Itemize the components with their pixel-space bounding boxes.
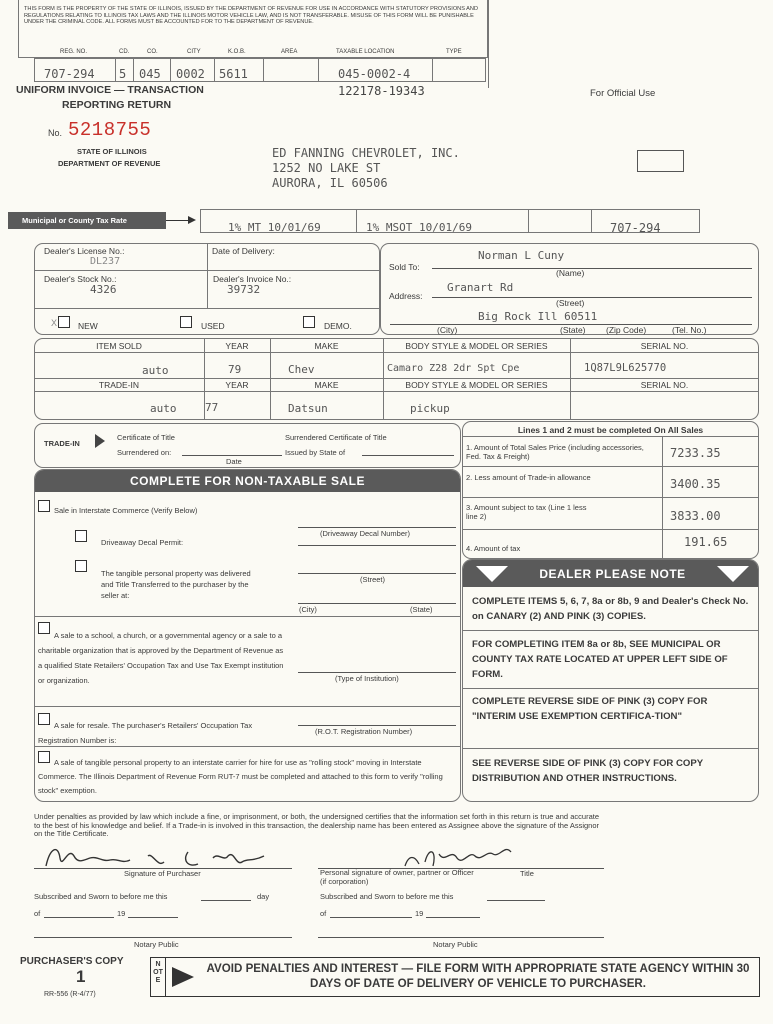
buyer-name: Norman L Cuny [478, 249, 565, 262]
label-reg-no: REG. NO. [60, 49, 88, 55]
state-of-illinois: STATE OF ILLINOIS [77, 147, 147, 156]
divider [34, 378, 759, 379]
divider [298, 603, 456, 604]
new-checkbox-mark: X [51, 318, 58, 328]
header-year: YEAR [225, 341, 249, 351]
label-kob: K.O.B. [228, 49, 246, 55]
header-tradein: TRADE-IN [98, 380, 140, 390]
date-caption: Date [226, 457, 242, 466]
surrendered-cert-label: Surrendered Certificate of Title [285, 433, 387, 442]
divider [528, 209, 529, 233]
divider [432, 268, 752, 269]
form-number: 5218755 [68, 119, 152, 141]
tax-rate-label: Municipal or County Tax Rate [8, 212, 166, 229]
divider [263, 58, 264, 82]
surrendered-on-label: Surrendered on: [117, 448, 172, 457]
down-arrow-right-icon [717, 566, 749, 582]
form-code: RR-556 (R-4/77) [44, 991, 96, 998]
property-notice: THIS FORM IS THE PROPERTY OF THE STATE OF ILLINOIS, ISSUED BY THE DEPARTMENT OF REVENUE FOR USE IN ACCORDANCE WITH STATUTORY PROVISIONS AND REGULATIONS RELATING TO ILLINOIS TAX LAWS AND THE ILLINOIS MOTOR VEHICLE LAW, AND IS NOT TRANSFERABLE. MISUSE OF THIS FORM WILL BE PUNISHABLE UNDER THE CRIMINAL CODE. ALL FORMS MUST BE ACCOUNTED FOR TO THE DEPARTMENT OF REVENUE. [24, 6, 478, 26]
owner-sig-caption: Personal signature of owner, partner or Officer (if corporation) [320, 868, 474, 886]
header-serial: SERIAL NO. [640, 341, 689, 351]
tel-caption: (Tel. No.) [672, 325, 707, 335]
tradein-make-value: Datsun [288, 402, 328, 415]
line3-value: 3833.00 [670, 509, 721, 523]
dealer-note-p3: COMPLETE REVERSE SIDE OF PINK (3) COPY FOR "INTERIM USE EXEMPTION CERTIFICA-TION" [472, 696, 708, 722]
zip-caption: (Zip Code) [606, 325, 647, 335]
make-value: Chev [288, 363, 315, 376]
new-label: NEW [78, 321, 98, 331]
divider [34, 270, 380, 271]
label-type: TYPE [446, 49, 462, 55]
delivery-date-label: Date of Delivery: [212, 246, 275, 256]
year19-right: 19 [415, 909, 424, 918]
divider [133, 58, 134, 82]
tradein-label: TRADE-IN [44, 439, 80, 448]
notary-right: Notary Public [433, 940, 478, 949]
taxable-location-value: 045-0002-4 [338, 67, 411, 81]
divider [298, 545, 456, 546]
cert-title-label: Certificate of Title [117, 433, 175, 442]
divider [330, 917, 412, 918]
official-use-divider [488, 0, 489, 88]
year-value: 79 [228, 363, 242, 376]
warning-arrow-icon [172, 967, 194, 987]
header-tradein-serial: SERIAL NO. [640, 380, 689, 390]
tradein-body-value: pickup [410, 402, 450, 415]
tradein-item-value: auto [150, 402, 177, 415]
label-taxable-location: TAXABLE LOCATION [336, 49, 395, 55]
header-item-sold: ITEM SOLD [96, 341, 142, 351]
co-value: 045 [139, 67, 161, 81]
line4-value: 191.65 [684, 535, 728, 549]
divider [298, 573, 456, 574]
certification-text: Under penalties as provided by law which include a fine, or imprisonment, or both, the undersigned certifies that the information set forth in this return is true and accurate to the best of his knowledge and belief. If a Trade-in is involved in this transaction, the dealership name has been entered as Assignee above the signature of the Assignor on the Title Certificate. [34, 812, 599, 838]
city-caption: (City) [299, 605, 317, 614]
notary-left: Notary Public [134, 940, 179, 949]
divider [298, 725, 456, 726]
divider [432, 297, 752, 298]
address-label: Address: [389, 291, 423, 301]
line4-label: 4. Amount of tax [466, 544, 521, 553]
of-left: of [34, 909, 41, 918]
form-number-prefix: No. [48, 128, 63, 138]
divider [462, 688, 759, 689]
divider [34, 706, 461, 707]
serial-value: 1Q87L9L625770 [584, 362, 667, 374]
note-vertical: NOTE [153, 961, 163, 984]
sworn-left: Subscribed and Sworn to before me this [34, 892, 168, 901]
divider [128, 917, 178, 918]
decal-permit-label: Driveaway Decal Permit: [101, 538, 184, 547]
dealer-city: AURORA, IL 60506 [272, 176, 388, 190]
divider [165, 957, 166, 997]
new-checkbox[interactable] [58, 316, 70, 328]
tax-rate-arrow [166, 220, 190, 221]
divider [182, 455, 282, 456]
buyer-name-caption: (Name) [556, 268, 585, 278]
line2-value: 3400.35 [670, 477, 721, 491]
label-co: CO. [147, 49, 158, 55]
divider [462, 466, 759, 467]
divider [34, 391, 759, 392]
divider [462, 529, 759, 530]
year19-left: 19 [117, 909, 126, 918]
buyer-street-caption: (Street) [556, 298, 585, 308]
dealer-license-value: DL237 [90, 256, 121, 267]
divider [44, 917, 114, 918]
label-area: AREA [281, 49, 298, 55]
divider [462, 436, 759, 437]
divider [298, 672, 456, 673]
title-caption: Title [520, 869, 534, 878]
divider [298, 527, 456, 528]
divider [462, 748, 759, 749]
line1-label: 1. Amount of Total Sales Price (including accessories, Fed. Tax & Freight) [466, 443, 644, 461]
dealer-note-p1: COMPLETE ITEMS 5, 6, 7, 8a or 8b, 9 and Dealer's Check No. on CANARY (2) AND PINK (3) COPIES. [472, 596, 749, 622]
line3-label: 3. Amount subject to tax (Line 1 less line 2) [466, 503, 587, 521]
dealer-note-p2: FOR COMPLETING ITEM 8a or 8b, SEE MUNICIPAL OR COUNTY TAX RATE LOCATED AT UPPER LEFT SIDE OF FORM. [472, 639, 728, 680]
interstate-checkbox[interactable] [38, 500, 50, 512]
label-city: CITY [187, 49, 201, 55]
property-delivered-text: The tangible personal property was delivered and Title Transferred to the purchaser by the seller at: [101, 569, 251, 600]
divider [462, 497, 759, 498]
decal-caption: (Driveaway Decal Number) [320, 529, 411, 538]
header-tradein-make: MAKE [314, 380, 339, 390]
tax-rate-arrow-head [188, 216, 196, 224]
divider [318, 937, 604, 938]
divider [591, 209, 592, 233]
school-text: A sale to a school, a church, or a governmental agency or a sale to a charitable organization that is approved by the Department of Revenue as a qualified State Retailers' Occupation Tax and Use Tax Exempt institution or organization. [38, 631, 284, 685]
state-caption: (State) [410, 605, 433, 614]
dealer-stock-label: Dealer's Stock No.: [44, 274, 117, 284]
line2-label: 2. Less amount of Trade-in allowance [466, 473, 591, 482]
header-tradein-year: YEAR [225, 380, 249, 390]
dealer-note-p4: SEE REVERSE SIDE OF PINK (3) COPY FOR COPY DISTRIBUTION AND OTHER INSTRUCTIONS. [472, 758, 704, 784]
divider [356, 209, 357, 233]
demo-label: DEMO. [324, 321, 352, 331]
divider [426, 917, 480, 918]
divider [115, 58, 116, 82]
form-title-line2: REPORTING RETURN [62, 99, 172, 111]
resale-text: A sale for resale. The purchaser's Retailers' Occupation Tax Registration Number is: [38, 721, 253, 745]
divider [362, 455, 454, 456]
reg-no-value: 707-294 [44, 67, 95, 81]
down-arrow-left-icon [476, 566, 508, 582]
divider [34, 616, 461, 617]
divider [318, 58, 319, 82]
divider [214, 58, 215, 82]
buyer-city: Big Rock Ill 60511 [478, 310, 598, 323]
divider [462, 630, 759, 631]
tradein-year-value: 77 [205, 401, 219, 414]
stamp-number: 122178-19343 [338, 84, 425, 98]
property-checkbox[interactable] [75, 560, 87, 572]
tradein-arrow-icon [95, 434, 105, 448]
reg-row-box [34, 58, 486, 82]
dealer-license-label: Dealer's License No.: [44, 246, 125, 256]
amounts-heading: Lines 1 and 2 must be completed On All Sales [517, 425, 704, 435]
institution-caption: (Type of Institution) [335, 674, 399, 683]
copy-number: 1 [76, 967, 86, 986]
of-right: of [320, 909, 327, 918]
purchasers-copy-label: PURCHASER'S COPY [20, 956, 124, 967]
divider [662, 436, 663, 559]
dealer-street: 1252 NO LAKE ST [272, 161, 381, 175]
tax-rate-code: 707-294 [610, 221, 661, 235]
item-sold-value: auto [142, 364, 169, 377]
divider [170, 58, 171, 82]
demo-checkbox[interactable] [303, 316, 315, 328]
official-use-box [637, 150, 684, 172]
decal-checkbox[interactable] [75, 530, 87, 542]
divider [34, 352, 759, 353]
purchaser-sig-caption: Signature of Purchaser [124, 869, 201, 878]
warning-text: AVOID PENALTIES AND INTEREST — FILE FORM WITH APPROPRIATE STATE AGENCY WITHIN 30 DAYS OF DATE OF DELIVERY OF VEHICLE TO PURCHASER. [206, 962, 750, 990]
label-cd: CD. [119, 49, 130, 55]
used-checkbox[interactable] [180, 316, 192, 328]
form-title-line1: UNIFORM INVOICE — TRANSACTION [16, 84, 204, 96]
city-caption: (City) [437, 325, 458, 335]
street-caption: (Street) [360, 575, 386, 584]
line1-value: 7233.35 [670, 446, 721, 460]
tax-rate-msot: 1% MSOT 10/01/69 [366, 221, 472, 234]
kob-value: 5611 [219, 67, 248, 81]
dealer-stock-value: 4326 [90, 283, 117, 296]
divider [432, 58, 433, 82]
dealer-invoice-value: 39732 [227, 283, 261, 296]
divider [34, 746, 461, 747]
divider [207, 243, 208, 308]
dealer-invoice-label: Dealer's Invoice No.: [213, 274, 292, 284]
department-of-revenue: DEPARTMENT OF REVENUE [58, 159, 161, 168]
divider [487, 900, 545, 901]
header-make: MAKE [314, 341, 339, 351]
rot-caption: (R.O.T. Registration Number) [315, 727, 413, 736]
buyer-street: Granart Rd [447, 281, 514, 294]
sworn-right: Subscribed and Sworn to before me this [320, 892, 454, 901]
day-left: day [257, 892, 270, 901]
nontaxable-heading: COMPLETE FOR NON-TAXABLE SALE [35, 470, 460, 492]
rolling-stock-text: A sale of tangible personal property to an interstate carrier for hire for use as "rolling stock" moving in Interstate Commerce. The Illinois Department of Revenue Form RUT-7 must be completed and attached to this form to verify "rolling stock" exemption. [38, 758, 443, 795]
city-value: 0002 [176, 67, 205, 81]
official-use-label: For Official Use [590, 88, 656, 99]
header-body-style: BODY STYLE & MODEL OR SERIES [405, 341, 548, 351]
issued-by-label: Issued by State of [285, 448, 346, 457]
cd-value: 5 [119, 67, 127, 81]
body-style-value: Camaro Z28 2dr Spt Cpe [387, 363, 520, 374]
used-label: USED [201, 321, 225, 331]
divider [201, 900, 251, 901]
tax-rate-mt: 1% MT 10/01/69 [228, 221, 321, 234]
dealer-name: ED FANNING CHEVROLET, INC. [272, 146, 460, 160]
header-tradein-body: BODY STYLE & MODEL OR SERIES [405, 380, 548, 390]
state-caption: (State) [560, 325, 586, 335]
sold-to-label: Sold To: [389, 262, 420, 272]
dealer-note-heading: DEALER PLEASE NOTE [539, 567, 686, 581]
divider [34, 308, 380, 309]
divider [34, 937, 292, 938]
interstate-label: Sale in Interstate Commerce (Verify Below) [54, 506, 198, 515]
